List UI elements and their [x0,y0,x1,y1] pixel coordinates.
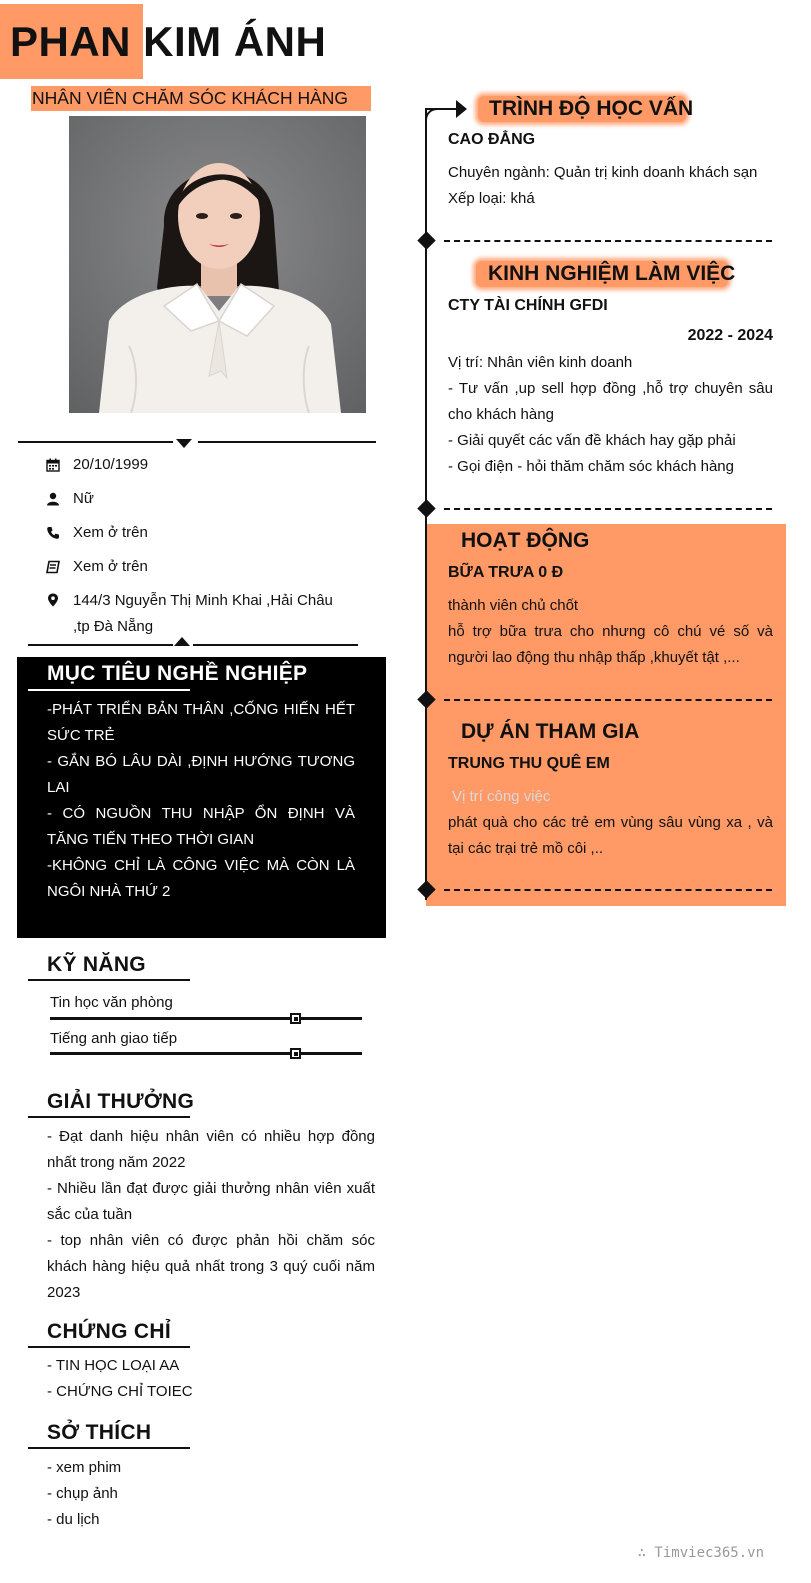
section-divider [444,240,772,242]
email-icon [46,554,73,580]
project-role-placeholder: Vị trí công việc [452,788,551,805]
certificates-title: CHỨNG CHỈ [47,1320,171,1343]
skill-label: Tiếng anh giao tiếp [50,1030,178,1047]
section-divider [444,889,772,891]
skills-title: KỸ NĂNG [47,953,146,976]
skill-bar [50,1017,362,1020]
education-title: TRÌNH ĐỘ HỌC VẤN [489,97,694,120]
objective-title: MỤC TIÊU NGHỀ NGHIỆP [47,662,308,685]
awards-underline [28,1116,190,1118]
section-divider [444,508,772,510]
job-title-text: NHÂN VIÊN CHĂM SÓC KHÁCH HÀNG [32,88,349,108]
skill-label: Tin học văn phòng [50,994,173,1011]
user-icon [46,486,73,512]
projects-title: DỰ ÁN THAM GIA [461,720,640,743]
education-details: Chuyên ngành: Quản trị kinh doanh khách sạn Xếp loại: khá [448,164,758,207]
job-title [31,86,371,111]
experience-duties: - Tư vấn ,up sell hợp đồng ,hỗ trợ chuyên sâu cho khách hàng - Giải quyết các vấn đề khách hay gặp phải - Gọi điện - hỏi thăm chăm sóc khách hàng [448,380,773,475]
hobbies-text: - xem phim - chụp ảnh - du lịch [47,1459,122,1528]
skill-level-handle [290,1013,301,1024]
info-address [46,588,341,640]
section-divider [444,699,772,701]
experience-position: Vị trí: Nhân viên kinh doanh [448,354,633,371]
info-email [46,554,343,580]
candidate-name: PHAN KIM ÁNH [10,18,327,65]
email-text: Xem ở trên [73,558,148,575]
experience-period: 2022 - 2024 [687,327,773,344]
activities-description: hỗ trợ bữa trưa cho nhưng cô chú vé số và người lao động thu nhập thấp ,khuyết tật ,... [448,623,773,666]
hobbies-title: SỞ THÍCH [47,1421,152,1444]
info-divider-top-left [18,441,173,443]
location-icon [46,588,73,614]
activities-name: BỮA TRƯA 0 Đ [448,564,564,581]
hobbies-underline [28,1447,190,1449]
education-school: CAO ĐẲNG [448,131,536,148]
project-name: TRUNG THU QUÊ EM [448,755,610,772]
experience-title: KINH NGHIỆM LÀM VIỆC [488,262,736,285]
phone-icon [46,520,73,546]
gender-text: Nữ [73,490,94,507]
caret-down-icon [176,439,192,448]
skills-underline [28,979,190,981]
certificates-underline [28,1346,190,1348]
project-description: phát quà cho các trẻ em vùng sâu vùng xa , và tại các trại trẻ mồ côi ,.. [448,814,773,857]
info-divider-top-right [198,441,376,443]
watermark: ∴ Timviec365.vn [637,1545,764,1561]
info-phone [46,520,343,546]
activities-role: thành viên chủ chốt [448,597,579,614]
info-birthdate [46,452,343,478]
certificates-text: - TIN HỌC LOẠI AA - CHỨNG CHỈ TOIEC [47,1357,193,1400]
timeline-corner [425,108,439,122]
caret-up-icon [174,637,190,646]
info-divider-bottom-right [193,644,358,646]
career-objective-section [17,657,386,938]
calendar-icon [46,452,73,478]
timeline-diamond [417,499,435,517]
info-divider-bottom-left [28,644,173,646]
skill-level-handle [290,1048,301,1059]
birthdate-text: 20/10/1999 [73,456,149,473]
awards-title: GIẢI THƯỞNG [47,1090,195,1113]
info-gender [46,486,343,512]
activities-title: HOẠT ĐỘNG [461,529,590,552]
avatar [69,116,366,413]
skill-bar [50,1052,362,1055]
address-text: 144/3 Nguyễn Thị Minh Khai ,Hải Châu ,tp Đà Nẵng [73,592,333,635]
phone-text: Xem ở trên [73,524,148,541]
portrait-photo [69,116,366,413]
objective-text: -PHÁT TRIỂN BẢN THÂN ,CỐNG HIẾN HẾT SỨC TRẺ - GẮN BÓ LÂU DÀI ,ĐỊNH HƯỚNG TƯƠNG LAI - CÓ NGUỒN THU NHẬP ỔN ĐỊNH VÀ TĂNG TIẾN THEO THỜI GIAN -KHÔNG CHỈ LÀ CÔNG VIỆC MÀ CÒN LÀ NGÔI NHÀ THỨ 2 [47,701,355,900]
timeline-diamond [417,231,435,249]
objective-underline [28,689,190,691]
experience-company: CTY TÀI CHÍNH GFDI [448,297,608,314]
arrow-right-icon [456,100,467,118]
awards-text: - Đạt danh hiệu nhân viên có nhiều hợp đồng nhất trong năm 2022 - Nhiều lần đạt được giải thưởng nhân viên xuất sắc của tuần - top nhân viên có được phản hồi chăm sóc khách hàng hiệu quả nhất trong 3 quý cuối năm 2023 [47,1128,375,1301]
